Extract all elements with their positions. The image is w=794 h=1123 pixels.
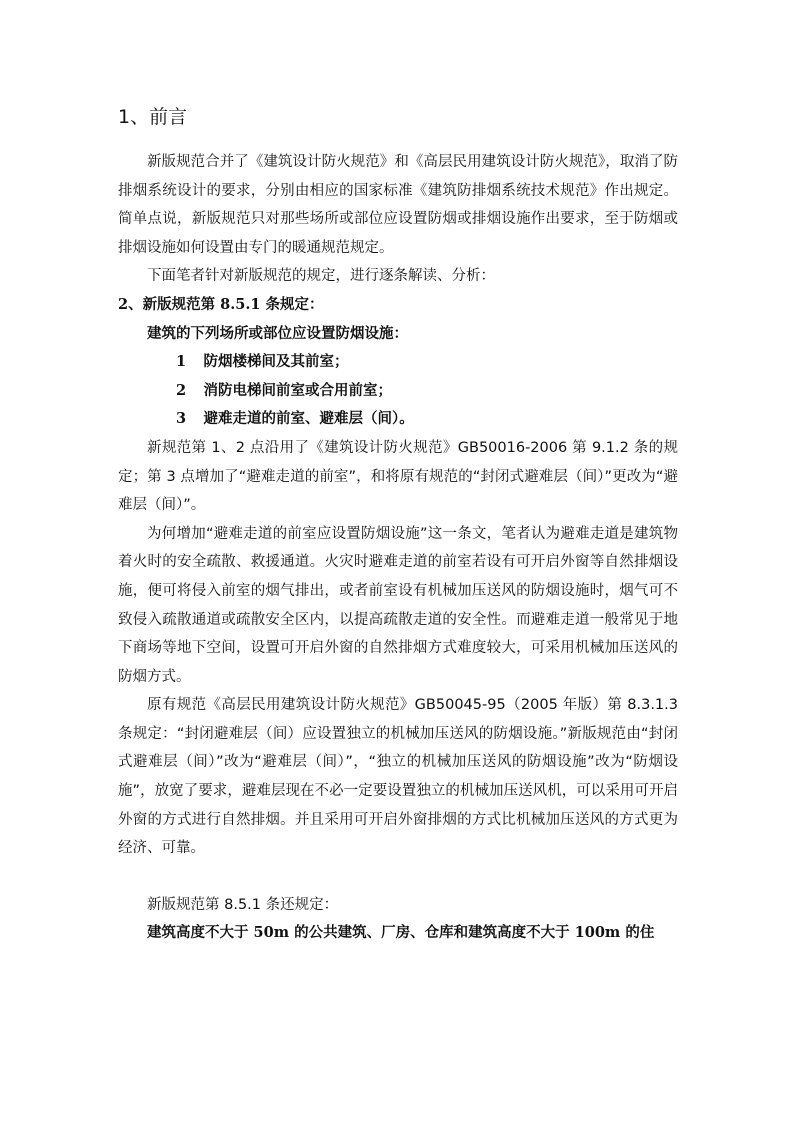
clause-item-1 — [118, 348, 678, 377]
analysis-paragraph-4: 新版规范第 8.5.1 条还规定： — [147, 896, 339, 913]
section-heading-preface: 1、前言 — [118, 106, 188, 128]
clause-excerpt: 建筑高度不大于 50m 的公共建筑、厂房、仓库和建筑高度不大于 100m 的住 — [147, 924, 655, 942]
analysis-paragraph-2: 为何增加“避难走道的前室应设置防烟设施”这一条文，笔者认为避难走道是建筑物着火时的安全疏散、救援通道。火灾时避难走道的前室若设有可开启外窗等自然排烟设施，便可将侵入前室的烟气排出，或者前室设有机械加压送风的防烟设施时，烟气可不致侵入疏散通道或疏散安全区内，以提高疏散走道的安全性。而避难走道一般常见于地下商场等地下空间，设置可开启外窗的自然排烟方式难度较大，可采用机械加压送风的防烟方式。 — [118, 525, 678, 685]
clause-item-3 — [118, 405, 678, 434]
clause-item-number: 3 — [176, 410, 187, 428]
intro-paragraph: 新版规范合并了《建筑设计防火规范》和《高层民用建筑设计防火规范》，取消了防排烟系统设计的要求，分别由相应的国家标准《建筑防排烟系统技术规范》作出规定。简单点说，新版规范只对那些场所或部位应设置防烟或排烟设施作出要求，至于防烟或排烟设施如何设置由专门的暖通规范规定。 — [118, 154, 678, 256]
section-2-title: 2、新版规范第 8.5.1 条规定： — [118, 295, 324, 313]
paragraph-spacer — [118, 863, 678, 891]
intro-paragraph-analysis: 下面笔者针对新版规范的规定，进行逐条解读、分析： — [147, 268, 495, 285]
clause-item-text: 避难走道的前室、避难层（间）。 — [203, 410, 414, 428]
clause-item-text: 消防电梯间前室或合用前室； — [203, 381, 393, 399]
clause-item-number: 2 — [176, 381, 187, 399]
clause-item-2 — [118, 377, 678, 406]
analysis-paragraph-1: 新规范第 1、2 点沿用了《建筑设计防火规范》GB50016-2006 第 9.1.2 条的规定；第 3 点增加了“避难走道的前室”，和将原有规范的“封闭式避难层（间）”更改为“避难层（间）”。 — [118, 439, 678, 514]
document-body — [118, 148, 678, 948]
analysis-paragraph-3: 原有规范《高层民用建筑设计防火规范》GB50045-95（2005 年版）第 8.3.1.3 条规定：“封闭避难层（间）应设置独立的机械加压送风的防烟设施。”新版规范由“封闭式避难层（间）”改为“避难层（间）”，“独立的机械加压送风的防烟设施”改为“防烟设施”，放宽了要求，避难层现在不必一定要设置独立的机械加压送风机，可以采用可开启外窗的方式进行自然排烟。并且采用可开启外窗排烟的方式比机械加压送风的方式更为经济、可靠。 — [118, 697, 678, 857]
clause-item-text: 防烟楼梯间及其前室； — [203, 353, 349, 371]
clause-lead: 建筑的下列场所或部位应设置防烟设施： — [147, 324, 408, 342]
clause-item-number: 1 — [176, 353, 187, 371]
